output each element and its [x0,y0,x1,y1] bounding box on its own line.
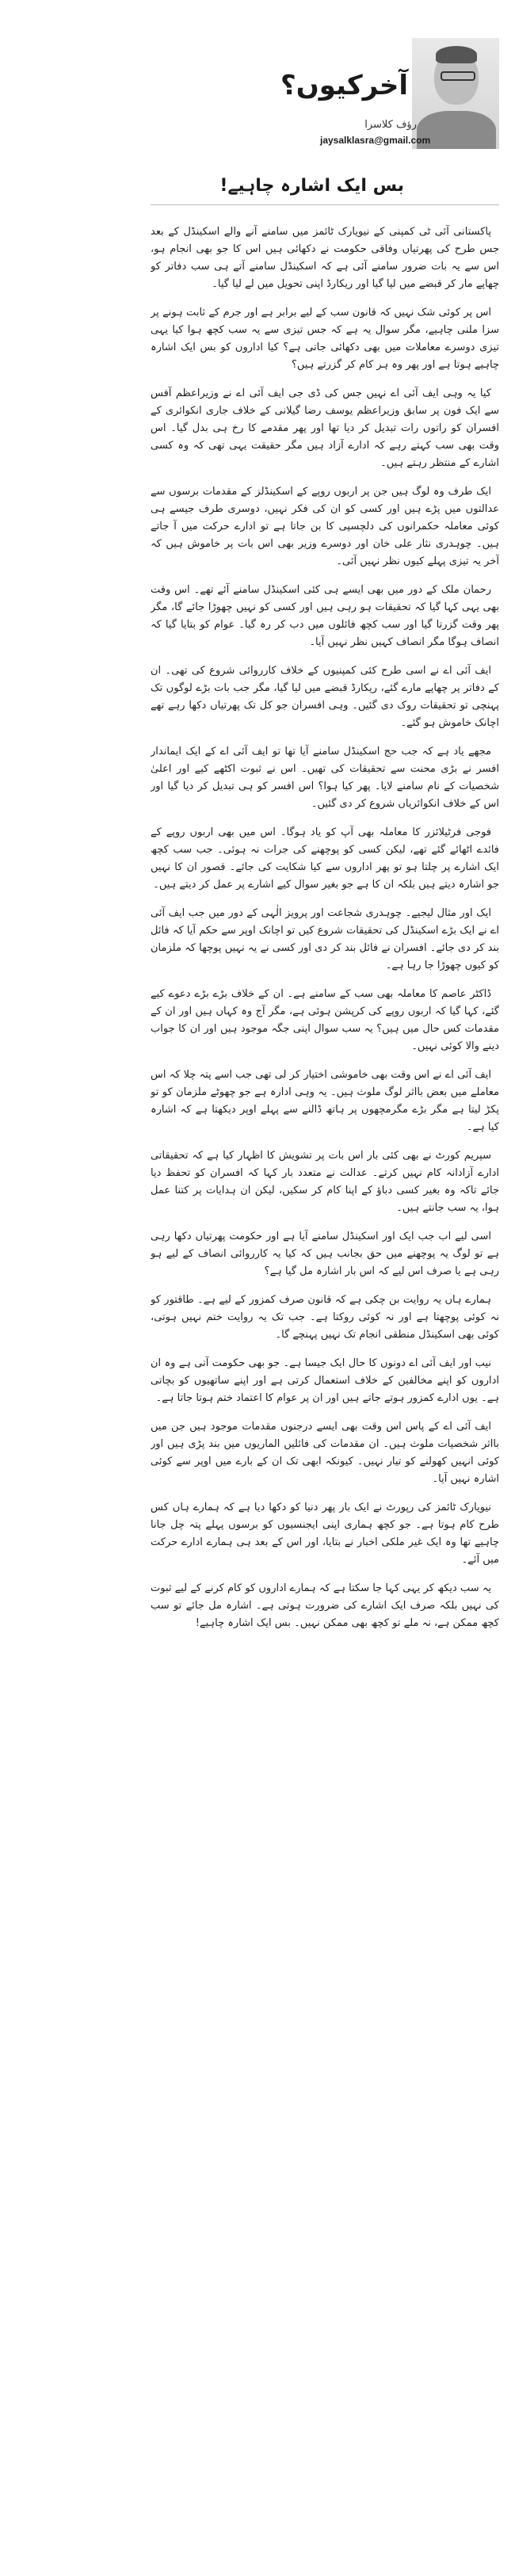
article-paragraph: اسی لیے اب جب ایک اور اسکینڈل سامنے آیا ہے اور حکومت پھرتیاں دکھا رہی ہے تو لوگ یہ پوچھنے میں حق بجانب ہیں کہ کیا یہ کارروائی انصاف کے لیے ہو رہی ہے یا صرف اس لیے کہ اس بار اشارہ مل گیا ہے؟ [151,1231,499,1277]
article-paragraph: سپریم کورٹ نے بھی کئی بار اس بات پر تشویش کا اظہار کیا ہے کہ تحقیقاتی ادارے آزادانہ کام نہیں کرتے۔ عدالت نے متعدد بار کہا کہ افسران کو تحفظ دیا جائے تاکہ وہ بغیر کسی دباؤ کے اپنا کام کر سکیں، لیکن ان ہدایات پر کتنا عمل ہوا، یہ سب جانتے ہیں۔ [151,1150,499,1214]
glasses-icon [441,71,475,81]
article-paragraph: ایک اور مثال لیجیے۔ چوہدری شجاعت اور پرویز الٰہی کے دور میں جب ایف آئی اے نے ایک بڑے اسکینڈل کی تحقیقات شروع کیں تو اچانک اوپر سے حکم آیا کہ فائل بند کر دی جائے۔ افسران نے فائل بند کر دی اور کسی نے یہ نہیں پوچھا کہ ملزمان کو کیوں چھوڑا جا رہا ہے۔ [151,907,499,971]
photo-hair [436,46,477,63]
article-paragraph: ایف آئی اے نے اس وقت بھی خاموشی اختیار کر لی تھی جب اسے پتہ چلا کہ اس معاملے میں بعض بااثر لوگ ملوث ہیں۔ یہ وہی ادارہ ہے جو چھوٹے ملزمان کو تو پکڑ لیتا ہے مگر بڑے مگرمچھوں پر ہاتھ ڈالنے سے پہلے اوپر دیکھتا ہے کہ اشارہ کیا ہے۔ [151,1069,499,1133]
article-paragraph: یہ سب دیکھ کر یہی کہا جا سکتا ہے کہ ہمارے اداروں کو کام کرنے کے لیے ثبوت کی نہیں بلکہ صرف ایک اشارے کی ضرورت ہوتی ہے۔ اشارہ مل جائے تو سب کچھ ممکن ہے، نہ ملے تو کچھ بھی ممکن نہیں۔ بس ایک اشارہ چاہیے! [151,1582,499,1629]
author-email[interactable]: jaysalklasra@gmail.com [320,135,431,146]
author-name: رؤف کلاسرا [364,119,417,131]
article-body [151,223,499,2553]
column-header [0,0,515,196]
columnist-photo [412,38,499,149]
article-paragraph: ڈاکٹر عاصم کا معاملہ بھی سب کے سامنے ہے۔ ان کے خلاف بڑے بڑے دعوے کیے گئے، کہا گیا کہ اربوں روپے کی کرپشن ہوئی ہے، مگر آج وہ کہاں ہیں اور ان کے مقدمات کس حال میں ہیں؟ یہ سب سوال اپنی جگہ موجود ہیں اور ان کا جواب دینے والا کوئی نہیں۔ [151,988,499,1052]
article-paragraph: رحمان ملک کے دور میں بھی ایسے ہی کئی اسکینڈل سامنے آئے تھے۔ اس وقت بھی یہی کہا گیا کہ تحقیقات ہو رہی ہیں اور کسی کو نہیں چھوڑا جائے گا، مگر پھر وقت گزرتا گیا اور سب کچھ فائلوں میں دب کر رہ گیا۔ عوام کو بتایا گیا کہ انصاف ہوگا مگر انصاف کہیں نظر نہیں آیا۔ [151,584,499,648]
article-paragraph: ایف آئی اے نے اسی طرح کئی کمپنیوں کے خلاف کارروائی شروع کی تھی۔ ان کے دفاتر پر چھاپے مارے گئے، ریکارڈ قبضے میں لیا گیا، مگر جب بات بڑے لوگوں تک پہنچی تو تحقیقات روک دی گئیں۔ وہی افسران جو کل تک پھرتیاں دکھا رہے تھے اچانک خاموش ہو گئے۔ [151,665,499,729]
header-divider [151,204,499,205]
article-paragraph: کیا یہ وہی ایف آئی اے نہیں جس کی ڈی جی ایف آئی اے نے وزیراعظم آفس سے ایک فون پر سابق وزیراعظم یوسف رضا گیلانی کے خلاف جاری انکوائری کے افسران کو راتوں رات تبدیل کر دیا تھا اور پھر مقدمے کا رخ ہی بدل گیا۔ اس وقت بھی سب کہتے رہے کہ ادارے آزاد ہیں مگر حقیقت یہی تھی کہ وہ کسی اشارے کے منتظر رہتے ہیں۔ [151,387,499,469]
article-paragraph: ہمارے ہاں یہ روایت بن چکی ہے کہ قانون صرف کمزور کے لیے ہے۔ طاقتور کو نہ کوئی پوچھتا ہے اور نہ کوئی روکتا ہے۔ جب تک یہ روایت ختم نہیں ہوتی، کوئی بھی اسکینڈل منطقی انجام تک نہیں پہنچے گا۔ [151,1294,499,1341]
article-paragraph: ایف آئی اے کے پاس اس وقت بھی ایسے درجنوں مقدمات موجود ہیں جن میں بااثر شخصیات ملوث ہیں۔ ان مقدمات کی فائلیں الماریوں میں بند پڑی ہیں اور کوئی انہیں کھولنے کو تیار نہیں۔ کیونکہ ابھی تک ان کے بارے میں اوپر سے کوئی اشارہ نہیں آیا۔ [151,1421,499,1485]
article-paragraph: پاکستانی آئی ٹی کمپنی کے نیویارک ٹائمز میں سامنے آنے والے اسکینڈل کے بعد جس طرح کی پھرتیاں وفاقی حکومت نے دکھائی ہیں اس کا جو بھی انجام ہو، اس سے یہ بات ضرور سامنے آئی ہے کہ اسکینڈل سامنے آتے ہی سب دفاتر کو چھاپے مار کر قبضے میں لیا گیا اور ریکارڈ اپنی تحویل میں لے لیا گیا۔ [151,226,499,290]
column-logo [280,70,408,117]
article-paragraph: نیب اور ایف آئی اے دونوں کا حال ایک جیسا ہے۔ جو بھی حکومت آتی ہے وہ ان اداروں کو اپنے مخالفین کے خلاف استعمال کرتی ہے اور اپنے ساتھیوں کو بچاتی ہے۔ یوں ادارے کمزور ہوتے جاتے ہیں اور ان پر عوام کا اعتماد ختم ہوتا جاتا ہے۔ [151,1357,499,1404]
article-headline: بس ایک اشارہ چاہیے! [219,176,404,196]
article-paragraph: نیویارک ٹائمز کی رپورٹ نے ایک بار پھر دنیا کو دکھا دیا ہے کہ ہمارے ہاں کس طرح کام ہوتا ہے۔ جو کچھ ہماری اپنی ایجنسیوں کو برسوں پہلے پتہ چل جانا چاہیے تھا وہ ایک غیر ملکی اخبار نے بتایا، اور اس کے بعد ہی ہمارے ادارے حرکت میں آئے۔ [151,1502,499,1566]
column-logo-text: آخرکیوں؟ [280,70,408,101]
article-paragraph: فوجی فرٹیلائزر کا معاملہ بھی آپ کو یاد ہوگا۔ اس میں بھی اربوں روپے کے فائدے اٹھائے گئے تھے، لیکن کسی کو پوچھنے کی جرات نہ ہوئی۔ جب سب کچھ ایک اشارے پر چلتا ہو تو پھر اداروں سے کیا شکایت کی جائے۔ قصور ان کا نہیں جو اشارہ دیتے ہیں بلکہ ان کا ہے جو بغیر سوال کیے اشارے پر عمل کر دیتے ہیں۔ [151,826,499,891]
article-paragraph: اس پر کوئی شک نہیں کہ قانون سب کے لیے برابر ہے اور جرم کے ثابت ہونے پر سزا ملنی چاہیے، مگر سوال یہ ہے کہ جس تیزی سے یہ سب کچھ ہوا کیا یہی تیزی دوسرے معاملات میں بھی دکھائی جاتی ہے؟ کیا اداروں کو بس ایک اشارہ چاہیے ہوتا ہے اور پھر وہ ہر کام کر گزرتے ہیں؟ [151,307,499,371]
article-paragraph: ایک طرف وہ لوگ ہیں جن پر اربوں روپے کے اسکینڈلز کے مقدمات برسوں سے عدالتوں میں پڑے ہیں اور کسی کو ان کی فکر نہیں، دوسری طرف جیسے ہی کوئی معاملہ حکمرانوں کی دلچسپی کا بن جاتا ہے تو ادارے حرکت میں آ جاتے ہیں۔ چوہدری نثار علی خان اور دوسرے وزیر بھی اس بات پر خاموش ہیں کہ آخر یہ تیزی پہلے کیوں نظر نہیں آئی۔ [151,486,499,567]
article-paragraph: مجھے یاد ہے کہ جب حج اسکینڈل سامنے آیا تھا تو ایف آئی اے کے ایک ایماندار افسر نے بڑی محنت سے تحقیقات کی تھیں۔ اس نے ثبوت اکٹھے کیے اور اعلیٰ شخصیات کے نام سامنے لایا۔ پھر کیا ہوا؟ اس افسر کو ہی تبدیل کر دیا گیا اور اس کے خلاف انکوائریاں شروع کر دی گئیں۔ [151,746,499,810]
